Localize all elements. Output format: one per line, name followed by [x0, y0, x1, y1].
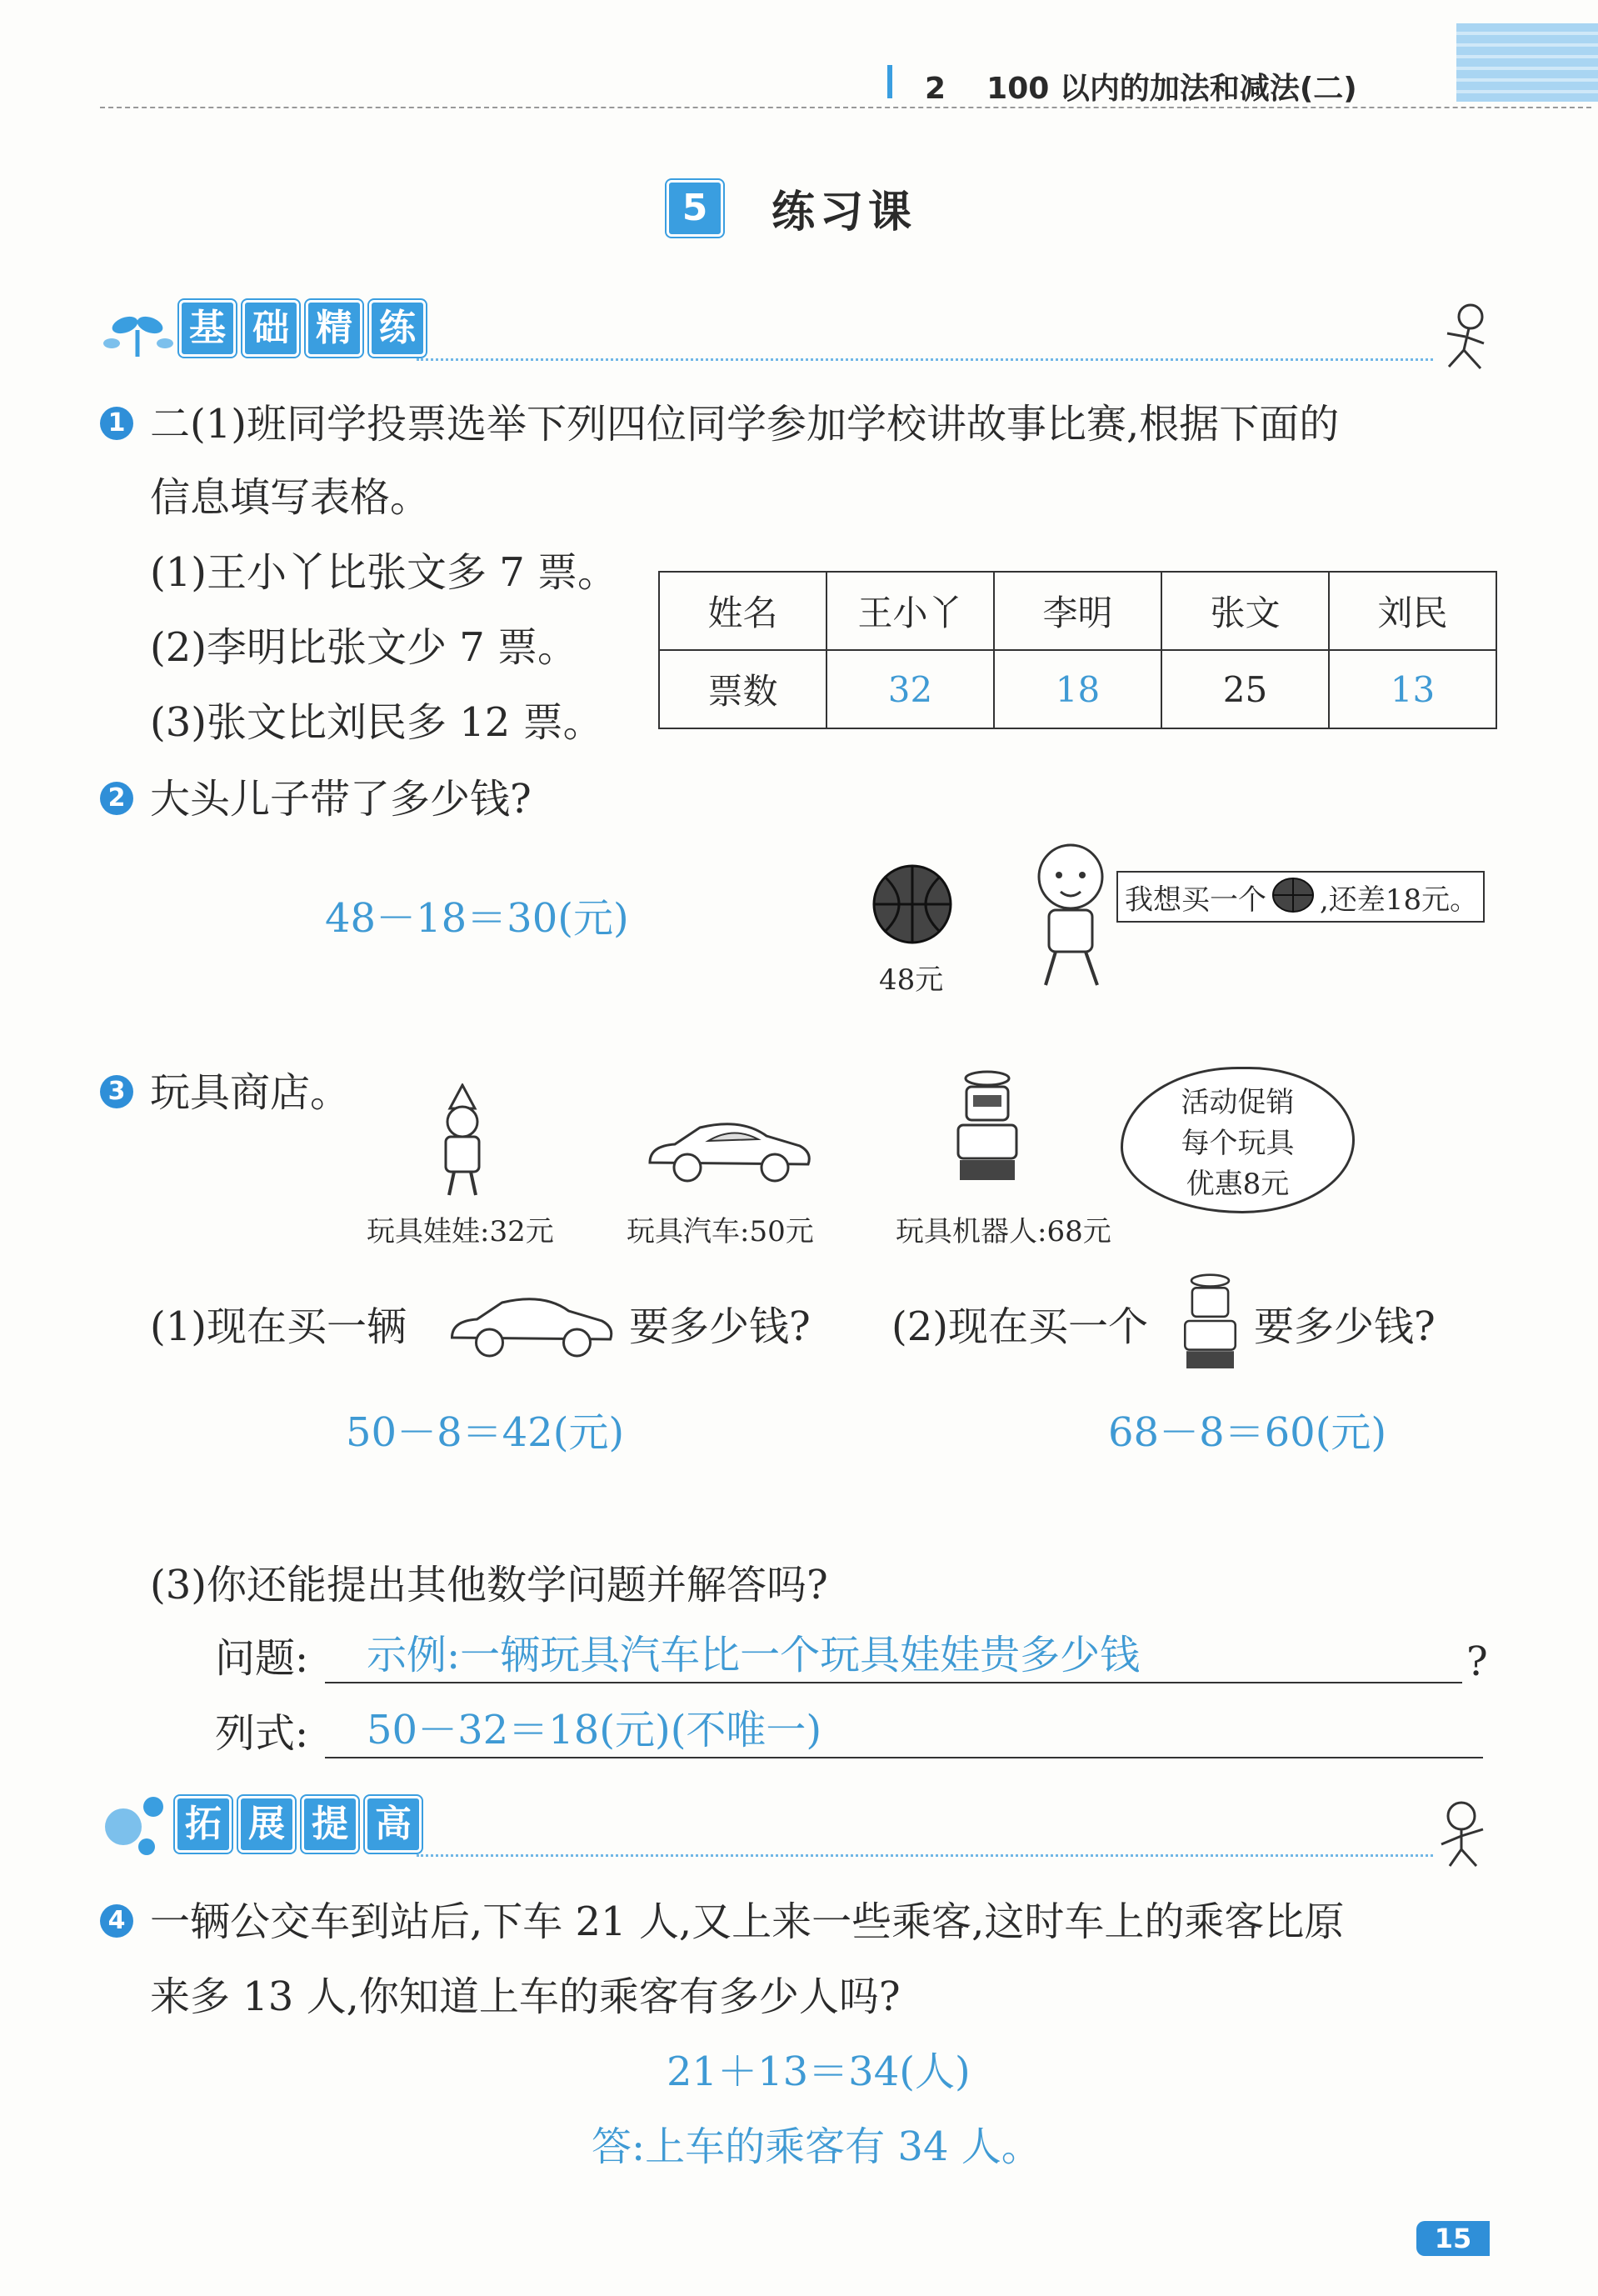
chapter-number: 2: [925, 72, 946, 106]
section-extend-char: 展: [238, 1796, 295, 1853]
chapter-header: [925, 65, 1357, 108]
speech-text-b: ,还差18元。: [1320, 883, 1479, 917]
q2-answer: 48－18＝30(元): [325, 895, 629, 942]
q3-sub2-b: 要多少钱?: [1254, 1303, 1436, 1350]
q1-clue: (2)李明比张文少 7 票。: [150, 624, 578, 671]
robot-small-icon: [1171, 1267, 1250, 1378]
header-tab-decoration: [1456, 23, 1598, 102]
q1-text-line1: 二(1)班同学投票选举下列四位同学参加学校讲故事比赛,根据下面的: [150, 401, 1340, 448]
speech-text-a: 我想买一个: [1125, 883, 1266, 917]
lesson-number: 5: [667, 180, 723, 237]
table-vote-cell: 32: [826, 650, 994, 728]
table-header-label: 姓名: [659, 572, 826, 650]
table-name-cell: 张文: [1161, 572, 1329, 650]
table-name-cell: 刘民: [1329, 572, 1496, 650]
table-row-label: 票数: [659, 650, 826, 728]
speech-bubble: [1116, 871, 1485, 923]
toy-price-label: 玩具机器人:68元: [896, 1215, 1111, 1248]
table-vote-cell: 13: [1329, 650, 1496, 728]
basketball-icon: [871, 863, 954, 949]
running-kid-icon: [1429, 300, 1504, 378]
table-name-cell: 王小丫: [826, 572, 994, 650]
table-row: [659, 650, 1496, 728]
q3-sub2-answer: 68－8＝60(元): [1108, 1409, 1387, 1456]
formula-answer: 50－32＝18(元)(不唯一): [367, 1707, 822, 1753]
section-extend-heading: [175, 1796, 428, 1853]
lesson-title-text: 练习课: [772, 188, 917, 238]
q1-clue: (1)王小丫比张文多 7 票。: [150, 549, 618, 596]
q3-sub1-b: 要多少钱?: [629, 1303, 811, 1350]
section-basic-char: 基: [179, 300, 236, 357]
section-basic-heading: [179, 300, 432, 357]
toy-car-small-icon: [442, 1288, 621, 1366]
lesson-title: [667, 177, 916, 239]
table-vote-cell: 25: [1161, 650, 1329, 728]
table-row: [659, 572, 1496, 650]
question-badge: 2: [100, 782, 133, 815]
promo-line: 活动促销: [1181, 1085, 1295, 1119]
header-rule: [100, 107, 1591, 108]
table-name-cell: 李明: [994, 572, 1161, 650]
question-answer: 示例:一辆玩具汽车比一个玩具娃娃贵多少钱: [367, 1632, 1141, 1678]
chapter-title: 100 以内的加法和减法(二): [986, 72, 1357, 106]
q3-text: 玩具商店。: [150, 1069, 351, 1116]
page-number: 15: [1416, 2221, 1490, 2256]
section-extend-char: 高: [365, 1796, 422, 1853]
kid-icon: [1425, 1796, 1500, 1874]
q2-text: 大头儿子带了多少钱?: [150, 776, 532, 823]
question-badge: 1: [100, 407, 133, 440]
toy-price-label: 玩具娃娃:32元: [367, 1215, 554, 1248]
section-extend-char: 提: [302, 1796, 358, 1853]
section-basic-char: 精: [306, 300, 362, 357]
bubbles-icon: [98, 1792, 173, 1862]
toy-price-label: 玩具汽车:50元: [627, 1215, 814, 1248]
sprout-icon: [100, 307, 175, 360]
q1-clue: (3)张文比刘民多 12 票。: [150, 699, 603, 746]
promo-cloud: [1121, 1067, 1355, 1213]
q4-text-line2: 来多 13 人,你知道上车的乘客有多少人吗?: [150, 1973, 901, 2020]
table-vote-cell: 18: [994, 650, 1161, 728]
question-answer-line: [325, 1682, 1462, 1683]
q4-text-line1: 一辆公交车到站后,下车 21 人,又上来一些乘客,这时车上的乘客比原: [150, 1898, 1345, 1945]
promo-line: 每个玩具: [1181, 1126, 1295, 1160]
q3-sub1-answer: 50－8＝42(元): [346, 1409, 625, 1456]
q3-sub1-a: (1)现在买一辆: [150, 1303, 407, 1350]
promo-line: 优惠8元: [1186, 1167, 1290, 1201]
question-label: 问题:: [215, 1635, 309, 1682]
formula-answer-line: [325, 1757, 1483, 1758]
section-basic-rule: [417, 358, 1433, 361]
section-basic-char: 练: [369, 300, 426, 357]
toy-car-icon: [642, 1113, 816, 1191]
doll-icon: [421, 1083, 504, 1203]
vote-table: [658, 571, 1497, 729]
basketball-small-icon: [1271, 877, 1315, 917]
section-extend-rule: [417, 1854, 1433, 1857]
header-bar: [887, 65, 892, 98]
robot-icon: [941, 1067, 1033, 1187]
formula-label: 列式:: [215, 1710, 309, 1757]
boy-character-icon: [1021, 842, 1121, 995]
section-basic-char: 础: [242, 300, 299, 357]
q3-sub3: (3)你还能提出其他数学问题并解答吗?: [150, 1562, 828, 1608]
question-badge: 4: [100, 1904, 133, 1938]
section-extend-char: 拓: [175, 1796, 232, 1853]
question-badge: 3: [100, 1075, 133, 1108]
q3-sub2-a: (2)现在买一个: [891, 1303, 1148, 1350]
q4-answer-sentence: 答:上车的乘客有 34 人。: [592, 2123, 1041, 2170]
question-end-mark: ?: [1466, 1638, 1488, 1685]
q1-text-line2: 信息填写表格。: [150, 474, 431, 521]
ball-price: 48元: [879, 963, 944, 997]
q4-answer-formula: 21＋13＝34(人): [667, 2048, 971, 2095]
